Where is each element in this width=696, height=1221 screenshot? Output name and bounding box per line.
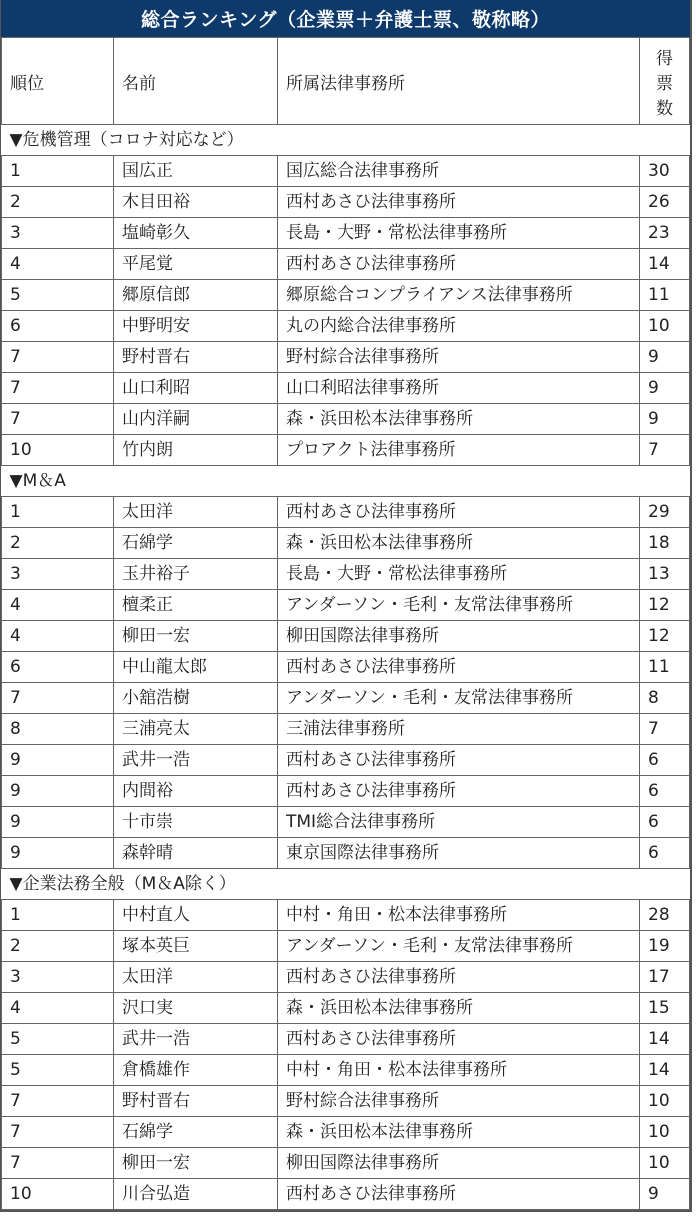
cell-rank: 3 xyxy=(2,962,114,993)
table-title: 総合ランキング（企業票＋弁護士票、敬称略） xyxy=(1,0,690,37)
table-row xyxy=(2,807,690,838)
cell-rank: 7 xyxy=(2,683,114,714)
table-row xyxy=(2,621,690,652)
table-row xyxy=(2,373,690,404)
cell-firm: 西村あさひ法律事務所 xyxy=(278,1024,640,1055)
cell-rank: 10 xyxy=(2,1179,114,1210)
cell-name: 塩崎彰久 xyxy=(114,218,278,249)
table-row xyxy=(2,838,690,869)
cell-votes: 6 xyxy=(640,776,690,807)
cell-rank: 8 xyxy=(2,714,114,745)
cell-votes: 8 xyxy=(640,683,690,714)
table-row xyxy=(2,1148,690,1179)
cell-firm: 西村あさひ法律事務所 xyxy=(278,249,640,280)
cell-name: 山口利昭 xyxy=(114,373,278,404)
table-row xyxy=(2,249,690,280)
table-row xyxy=(2,962,690,993)
cell-name: 石綿学 xyxy=(114,528,278,559)
cell-firm: 丸の内総合法律事務所 xyxy=(278,311,640,342)
table-row xyxy=(2,590,690,621)
cell-firm: TMI総合法律事務所 xyxy=(278,807,640,838)
cell-name: 森幹晴 xyxy=(114,838,278,869)
cell-firm: 中村・角田・松本法律事務所 xyxy=(278,1055,640,1086)
cell-name: 川合弘造 xyxy=(114,1179,278,1210)
cell-firm: 中村・角田・松本法律事務所 xyxy=(278,900,640,931)
cell-firm: 国広総合法律事務所 xyxy=(278,156,640,187)
cell-name: 小舘浩樹 xyxy=(114,683,278,714)
cell-firm: 森・浜田松本法律事務所 xyxy=(278,528,640,559)
cell-firm: 長島・大野・常松法律事務所 xyxy=(278,559,640,590)
header-row xyxy=(2,38,690,125)
cell-rank: 4 xyxy=(2,590,114,621)
cell-firm: 森・浜田松本法律事務所 xyxy=(278,404,640,435)
table-row xyxy=(2,1179,690,1210)
cell-rank: 6 xyxy=(2,652,114,683)
cell-firm: 西村あさひ法律事務所 xyxy=(278,187,640,218)
header-rank: 順位 xyxy=(2,38,114,125)
cell-votes: 9 xyxy=(640,1179,690,1210)
table-row xyxy=(2,900,690,931)
cell-votes: 28 xyxy=(640,900,690,931)
cell-firm: アンダーソン・毛利・友常法律事務所 xyxy=(278,590,640,621)
cell-name: 竹内朗 xyxy=(114,435,278,466)
cell-votes: 9 xyxy=(640,404,690,435)
table-row xyxy=(2,187,690,218)
cell-votes: 14 xyxy=(640,1024,690,1055)
cell-votes: 13 xyxy=(640,559,690,590)
cell-name: 三浦亮太 xyxy=(114,714,278,745)
cell-rank: 5 xyxy=(2,1024,114,1055)
cell-rank: 7 xyxy=(2,1117,114,1148)
cell-votes: 10 xyxy=(640,1117,690,1148)
cell-name: 太田洋 xyxy=(114,962,278,993)
cell-rank: 3 xyxy=(2,559,114,590)
cell-firm: プロアクト法律事務所 xyxy=(278,435,640,466)
cell-votes: 14 xyxy=(640,249,690,280)
cell-rank: 10 xyxy=(2,435,114,466)
cell-rank: 9 xyxy=(2,745,114,776)
cell-votes: 18 xyxy=(640,528,690,559)
cell-name: 石綿学 xyxy=(114,1117,278,1148)
table-row xyxy=(2,1086,690,1117)
table-row xyxy=(2,652,690,683)
cell-firm: 柳田国際法律事務所 xyxy=(278,1148,640,1179)
cell-name: 檀柔正 xyxy=(114,590,278,621)
cell-name: 塚本英巨 xyxy=(114,931,278,962)
cell-firm: 西村あさひ法律事務所 xyxy=(278,652,640,683)
cell-rank: 7 xyxy=(2,1148,114,1179)
table-row xyxy=(2,714,690,745)
cell-name: 中村直人 xyxy=(114,900,278,931)
cell-name: 武井一浩 xyxy=(114,1024,278,1055)
cell-rank: 4 xyxy=(2,621,114,652)
cell-rank: 4 xyxy=(2,993,114,1024)
section-label: ▼企業法務全般（M＆A除く） xyxy=(2,869,690,900)
cell-rank: 1 xyxy=(2,900,114,931)
table-row xyxy=(2,311,690,342)
cell-name: 平尾覚 xyxy=(114,249,278,280)
cell-rank: 6 xyxy=(2,311,114,342)
cell-votes: 7 xyxy=(640,435,690,466)
cell-firm: 長島・大野・常松法律事務所 xyxy=(278,218,640,249)
table-row xyxy=(2,1117,690,1148)
cell-votes: 15 xyxy=(640,993,690,1024)
cell-firm: 野村綜合法律事務所 xyxy=(278,1086,640,1117)
cell-rank: 5 xyxy=(2,1055,114,1086)
cell-votes: 10 xyxy=(640,1148,690,1179)
section-label: ▼危機管理（コロナ対応など） xyxy=(2,125,690,156)
cell-name: 野村晋右 xyxy=(114,342,278,373)
header-firm: 所属法律事務所 xyxy=(278,38,640,125)
table-row xyxy=(2,435,690,466)
cell-name: 郷原信郎 xyxy=(114,280,278,311)
cell-firm: 柳田国際法律事務所 xyxy=(278,621,640,652)
section-header-row xyxy=(2,125,690,156)
cell-firm: 野村綜合法律事務所 xyxy=(278,342,640,373)
header-name: 名前 xyxy=(114,38,278,125)
table-row xyxy=(2,404,690,435)
cell-name: 柳田一宏 xyxy=(114,621,278,652)
table-row xyxy=(2,1055,690,1086)
cell-votes: 12 xyxy=(640,621,690,652)
cell-votes: 14 xyxy=(640,1055,690,1086)
cell-votes: 9 xyxy=(640,342,690,373)
table-row xyxy=(2,1024,690,1055)
cell-name: 十市崇 xyxy=(114,807,278,838)
cell-votes: 10 xyxy=(640,311,690,342)
table-row xyxy=(2,683,690,714)
cell-rank: 2 xyxy=(2,187,114,218)
cell-votes: 9 xyxy=(640,373,690,404)
cell-firm: 西村あさひ法律事務所 xyxy=(278,776,640,807)
cell-rank: 7 xyxy=(2,342,114,373)
cell-rank: 7 xyxy=(2,373,114,404)
cell-name: 倉橋雄作 xyxy=(114,1055,278,1086)
cell-votes: 30 xyxy=(640,156,690,187)
cell-rank: 7 xyxy=(2,1086,114,1117)
cell-votes: 6 xyxy=(640,807,690,838)
cell-firm: 西村あさひ法律事務所 xyxy=(278,745,640,776)
cell-votes: 23 xyxy=(640,218,690,249)
cell-name: 柳田一宏 xyxy=(114,1148,278,1179)
cell-name: 中野明安 xyxy=(114,311,278,342)
section-label: ▼M＆A xyxy=(2,466,690,497)
table-row xyxy=(2,931,690,962)
cell-votes: 11 xyxy=(640,652,690,683)
table-row xyxy=(2,280,690,311)
cell-rank: 1 xyxy=(2,497,114,528)
table-row xyxy=(2,497,690,528)
cell-name: 太田洋 xyxy=(114,497,278,528)
table-row xyxy=(2,342,690,373)
cell-votes: 10 xyxy=(640,1086,690,1117)
cell-votes: 17 xyxy=(640,962,690,993)
header-votes: 得 票 数 xyxy=(640,38,690,125)
cell-rank: 3 xyxy=(2,218,114,249)
table-row xyxy=(2,218,690,249)
cell-votes: 7 xyxy=(640,714,690,745)
cell-name: 国広正 xyxy=(114,156,278,187)
cell-firm: 東京国際法律事務所 xyxy=(278,838,640,869)
section-header-row xyxy=(2,466,690,497)
table-row xyxy=(2,776,690,807)
cell-firm: 西村あさひ法律事務所 xyxy=(278,962,640,993)
cell-name: 木目田裕 xyxy=(114,187,278,218)
cell-firm: 郷原総合コンプライアンス法律事務所 xyxy=(278,280,640,311)
cell-name: 中山龍太郎 xyxy=(114,652,278,683)
cell-votes: 19 xyxy=(640,931,690,962)
cell-rank: 1 xyxy=(2,156,114,187)
cell-rank: 2 xyxy=(2,528,114,559)
ranking-table xyxy=(1,37,690,1210)
cell-votes: 6 xyxy=(640,838,690,869)
cell-name: 野村晋右 xyxy=(114,1086,278,1117)
table-row xyxy=(2,993,690,1024)
cell-rank: 2 xyxy=(2,931,114,962)
cell-votes: 26 xyxy=(640,187,690,218)
cell-votes: 12 xyxy=(640,590,690,621)
cell-rank: 5 xyxy=(2,280,114,311)
table-row xyxy=(2,745,690,776)
cell-firm: 西村あさひ法律事務所 xyxy=(278,1179,640,1210)
cell-name: 武井一浩 xyxy=(114,745,278,776)
cell-rank: 9 xyxy=(2,807,114,838)
cell-name: 内間裕 xyxy=(114,776,278,807)
cell-votes: 11 xyxy=(640,280,690,311)
cell-firm: 森・浜田松本法律事務所 xyxy=(278,993,640,1024)
table-row xyxy=(2,559,690,590)
cell-rank: 7 xyxy=(2,404,114,435)
cell-firm: 山口利昭法律事務所 xyxy=(278,373,640,404)
cell-firm: 森・浜田松本法律事務所 xyxy=(278,1117,640,1148)
cell-rank: 9 xyxy=(2,776,114,807)
cell-firm: アンダーソン・毛利・友常法律事務所 xyxy=(278,683,640,714)
cell-name: 玉井裕子 xyxy=(114,559,278,590)
section-header-row xyxy=(2,869,690,900)
cell-votes: 6 xyxy=(640,745,690,776)
table-row xyxy=(2,156,690,187)
cell-firm: 三浦法律事務所 xyxy=(278,714,640,745)
cell-name: 沢口実 xyxy=(114,993,278,1024)
cell-rank: 9 xyxy=(2,838,114,869)
cell-firm: アンダーソン・毛利・友常法律事務所 xyxy=(278,931,640,962)
cell-name: 山内洋嗣 xyxy=(114,404,278,435)
cell-votes: 29 xyxy=(640,497,690,528)
cell-firm: 西村あさひ法律事務所 xyxy=(278,497,640,528)
table-row xyxy=(2,528,690,559)
cell-rank: 4 xyxy=(2,249,114,280)
